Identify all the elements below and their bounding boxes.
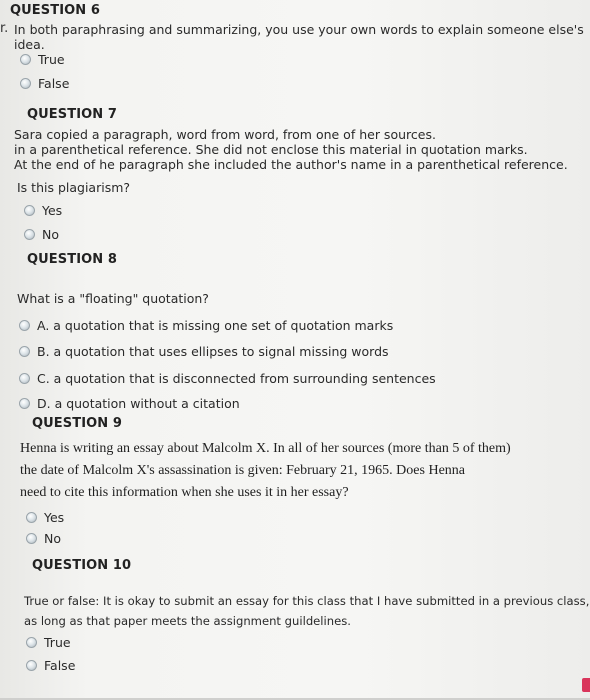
question-8-option-c[interactable]	[19, 371, 436, 386]
radio-button[interactable]	[19, 320, 30, 331]
radio-button[interactable]	[26, 637, 37, 648]
question-10-title: QUESTION 10	[32, 558, 132, 573]
question-7-option-no[interactable]	[24, 227, 59, 242]
question-9-option-no[interactable]	[26, 531, 61, 546]
question-7-option-yes[interactable]	[24, 203, 62, 218]
question-10-line-2: as long as that paper meets the assignment guildelines.	[24, 614, 351, 628]
corner-marker	[582, 678, 590, 692]
option-label: True	[38, 52, 65, 67]
question-6-option-false[interactable]	[20, 76, 69, 91]
radio-button[interactable]	[24, 205, 35, 216]
question-10-line-1: True or false: It is okay to submit an essay for this class that I have submitted in a previous class,	[24, 594, 590, 608]
question-9-line-1: Henna is writing an essay about Malcolm X. In all of her sources (more than 5 of them)	[20, 441, 511, 456]
option-label: C. a quotation that is disconnected from surrounding sentences	[37, 371, 436, 386]
option-label: D. a quotation without a citation	[37, 396, 240, 411]
question-6-prompt: In both paraphrasing and summarizing, you use your own words to explain someone else's idea.	[14, 22, 584, 52]
question-10-option-true[interactable]	[26, 635, 71, 650]
question-10-option-false[interactable]	[26, 658, 75, 673]
option-label: A. a quotation that is missing one set of quotation marks	[37, 318, 394, 333]
radio-button[interactable]	[26, 660, 37, 671]
question-8-option-b[interactable]	[19, 344, 389, 359]
option-label: False	[44, 658, 76, 673]
radio-button[interactable]	[20, 78, 31, 89]
question-9-line-3: need to cite this information when she uses it in her essay?	[20, 485, 349, 500]
radio-button[interactable]	[19, 398, 30, 409]
option-label: True	[44, 635, 71, 650]
question-7-line-1: Sara copied a paragraph, word from word, from one of her sources.	[14, 127, 436, 142]
question-8-option-d[interactable]	[19, 396, 240, 411]
question-6-option-true[interactable]	[20, 52, 65, 67]
radio-button[interactable]	[20, 54, 31, 65]
radio-button[interactable]	[19, 346, 30, 357]
option-label: No	[44, 531, 61, 546]
radio-button[interactable]	[26, 512, 37, 523]
question-7-line-2: in a parenthetical reference. She did not enclose this material in quotation marks.	[14, 142, 528, 157]
question-7-title: QUESTION 7	[27, 107, 118, 122]
question-9-line-2: the date of Malcolm X's assassination is given: February 21, 1965. Does Henna	[20, 463, 465, 478]
question-6-title: QUESTION 6	[10, 3, 101, 18]
option-label: Yes	[44, 510, 65, 525]
question-7-question: Is this plagiarism?	[17, 180, 131, 195]
option-label: Yes	[42, 203, 63, 218]
question-8-option-a[interactable]	[19, 318, 393, 333]
radio-button[interactable]	[24, 229, 35, 240]
question-6-fragment: r.	[0, 21, 9, 36]
radio-button[interactable]	[19, 373, 30, 384]
radio-button[interactable]	[26, 533, 37, 544]
question-9-title: QUESTION 9	[32, 416, 123, 431]
option-label: B. a quotation that uses ellipses to signal missing words	[37, 344, 389, 359]
question-7-line-3: At the end of he paragraph she included the author's name in a parenthetical reference.	[14, 157, 568, 172]
option-label: No	[42, 227, 59, 242]
question-8-title: QUESTION 8	[27, 252, 118, 267]
option-label: False	[38, 76, 70, 91]
question-8-prompt: What is a "floating" quotation?	[17, 291, 209, 306]
question-9-option-yes[interactable]	[26, 510, 64, 525]
